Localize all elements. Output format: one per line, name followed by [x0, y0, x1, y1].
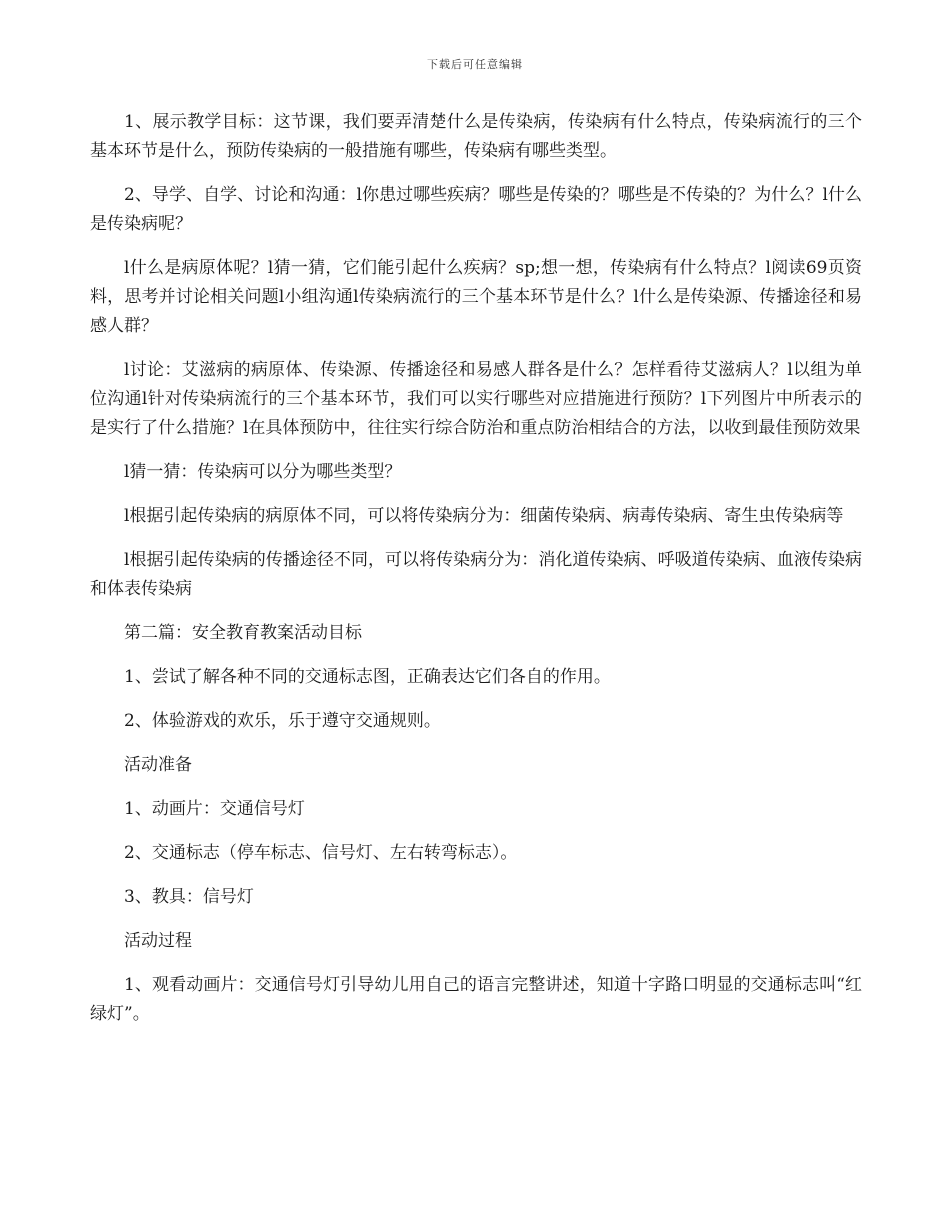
paragraph-prep-3: 3、教具：信号灯: [124, 887, 254, 907]
paragraph-prep-1: 1、动画片：交通信号灯: [124, 799, 305, 819]
page-header: 下载后可任意编辑: [427, 58, 523, 71]
paragraph-guess-types: l猜一猜：传染病可以分为哪些类型？: [124, 462, 402, 482]
paragraph-prep-2: 2、交通标志（停车标志、信号灯、左右转弯标志）。: [124, 843, 518, 863]
paragraph-process-1: 1、观看动画片：交通信号灯引导幼儿用自己的语言完整讲述，知道十字路口明显的交通标志叫“红绿灯”。: [90, 975, 862, 1024]
section-heading-second: 第二篇：安全教育教案活动目标: [124, 623, 362, 643]
paragraph-guided-study: 2、导学、自学、讨论和沟通：l你患过哪些疾病？哪些是传染的？哪些是不传染的？为什么？l什么是传染病呢？: [90, 185, 862, 234]
paragraph-aids-discussion: l讨论：艾滋病的病原体、传染源、传播途径和易感人群各是什么？怎样看待艾滋病人？l以组为单位沟通l针对传染病流行的三个基本环节，我们可以实行哪些对应措施进行预防？l下列图片中所表示的是实行了什么措施？l在具体预防中，往往实行综合防治和重点防治相结合的方法，以收到最佳预防效果: [90, 360, 862, 438]
heading-preparation: 活动准备: [124, 755, 192, 775]
heading-process: 活动过程: [124, 931, 192, 951]
paragraph-goal-2: 2、体验游戏的欢乐，乐于遵守交通规则。: [124, 711, 441, 731]
paragraph-goal-1: 1、尝试了解各种不同的交通标志图，正确表达它们各自的作用。: [124, 667, 611, 687]
paragraph-by-route: l根据引起传染病的传播途径不同，可以将传染病分为：消化道传染病、呼吸道传染病、血液传染病和体表传染病: [90, 550, 862, 599]
document-body: [90, 108, 862, 1044]
paragraph-by-pathogen: l根据引起传染病的病原体不同，可以将传染病分为：细菌传染病、病毒传染病、寄生虫传染病等: [124, 506, 844, 526]
paragraph-pathogen: l什么是病原体呢？l猜一猜，它们能引起什么疾病？sp;想一想，传染病有什么特点？l阅读69页资料，思考并讨论相关问题l小组沟通l传染病流行的三个基本环节是什么？l什么是传染源、传播途径和易感人群？: [90, 258, 862, 336]
paragraph-teaching-goals: 1、展示教学目标：这节课，我们要弄清楚什么是传染病，传染病有什么特点，传染病流行的三个基本环节是什么，预防传染病的一般措施有哪些，传染病有哪些类型。: [90, 112, 862, 161]
